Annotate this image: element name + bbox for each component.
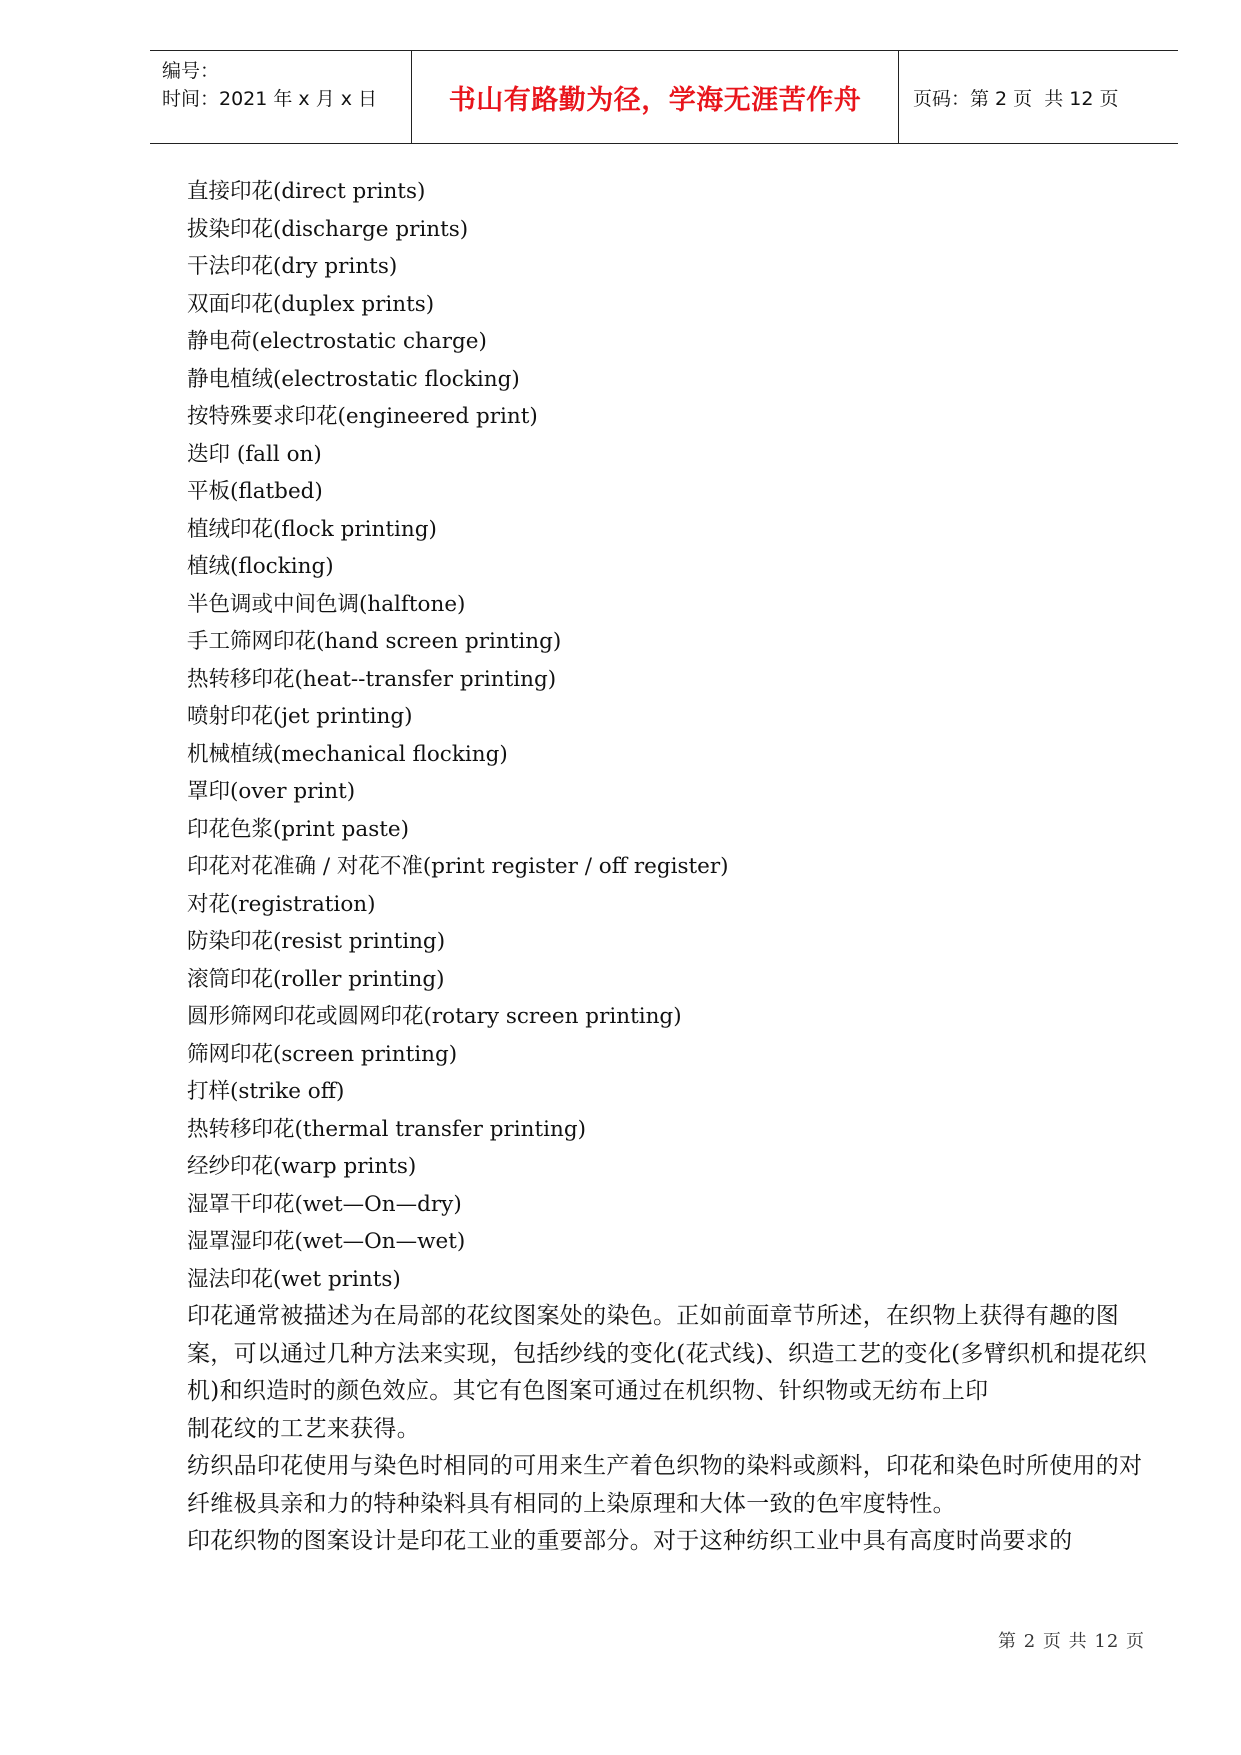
document-body — [187, 173, 1147, 1561]
glossary-term: 圆形筛网印花或圆网印花(rotary screen printing) — [187, 1004, 682, 1029]
glossary-term: 迭印 (fall on) — [187, 441, 322, 467]
glossary-term: 湿罩干印花(wet—On—dry) — [187, 1191, 462, 1217]
glossary-term: 经纱印花(warp prints) — [187, 1154, 417, 1179]
glossary-term: 平板(flatbed) — [187, 479, 323, 504]
glossary-term: 热转移印花(heat--transfer printing) — [187, 666, 557, 692]
glossary-term: 防染印花(resist printing) — [187, 929, 446, 954]
document-date: 时间：2021 年 x 月 x 日 — [162, 88, 378, 110]
header-page-info — [899, 51, 1178, 143]
glossary-term: 干法印花(dry prints) — [187, 254, 398, 279]
body-paragraph: 制花纹的工艺来获得。 — [187, 1415, 420, 1442]
glossary-term: 拔染印花(discharge prints) — [187, 216, 469, 242]
glossary-term: 滚筒印花(roller printing) — [187, 966, 445, 992]
glossary-term: 植绒印花(flock printing) — [187, 516, 437, 542]
glossary-term: 热转移印花(thermal transfer printing) — [187, 1116, 586, 1142]
glossary-term: 机械植绒(mechanical flocking) — [187, 741, 508, 767]
body-paragraph: 纺织品印花使用与染色时相同的可用来生产着色织物的染料或颜料，印花和染色时所使用的对纤维极具亲和力的特种染料具有相同的上染原理和大体一致的色牢度特性。 — [187, 1453, 1143, 1517]
glossary-term: 筛网印花(screen printing) — [187, 1041, 458, 1067]
glossary-term: 湿罩湿印花(wet—On—wet) — [187, 1229, 466, 1254]
body-paragraph: 印花织物的图案设计是印花工业的重要部分。对于这种纺织工业中具有高度时尚要求的 — [187, 1528, 1073, 1554]
glossary-term: 半色调或中间色调(halftone) — [187, 591, 466, 617]
glossary-term: 印花对花准确 / 对花不准(print register / off register) — [187, 854, 729, 879]
page-footer: 第 2 页 共 12 页 — [998, 1631, 1145, 1652]
glossary-term: 静电荷(electrostatic charge) — [187, 329, 487, 354]
glossary-term: 植绒(flocking) — [187, 554, 334, 579]
glossary-term: 手工筛网印花(hand screen printing) — [187, 629, 562, 654]
body-paragraph: 印花通常被描述为在局部的花纹图案处的染色。正如前面章节所述，在织物上获得有趣的图案，可以通过几种方法来实现，包括纱线的变化(花式线)、织造工艺的变化(多臂织机和提花织机)和织造时的颜色效应。其它有色图案可通过在机织物、针织物或无纺布上印 — [187, 1303, 1147, 1404]
glossary-term: 打样(strike off) — [187, 1079, 345, 1104]
body-paragraphs — [187, 1298, 1147, 1561]
glossary-term: 对花(registration) — [187, 891, 376, 917]
glossary-term: 罩印(over print) — [187, 779, 356, 804]
header-motto: 书山有路勤为径，学海无涯苦作舟 — [412, 51, 899, 143]
glossary-term: 静电植绒(electrostatic flocking) — [187, 366, 520, 392]
document-number-label: 编号： — [162, 60, 220, 82]
glossary-term: 喷射印花(jet printing) — [187, 704, 413, 729]
glossary-term: 双面印花(duplex prints) — [187, 291, 435, 317]
header-page-label: 页码：第 2 页 共 12 页 — [913, 87, 1119, 110]
glossary-term: 直接印花(direct prints) — [187, 179, 426, 204]
page-header — [150, 50, 1178, 144]
glossary-term: 按特殊要求印花(engineered print) — [187, 404, 538, 429]
glossary-list — [187, 173, 1147, 1298]
header-meta — [150, 51, 412, 143]
glossary-term: 湿法印花(wet prints) — [187, 1266, 401, 1292]
glossary-term: 印花色浆(print paste) — [187, 816, 409, 842]
